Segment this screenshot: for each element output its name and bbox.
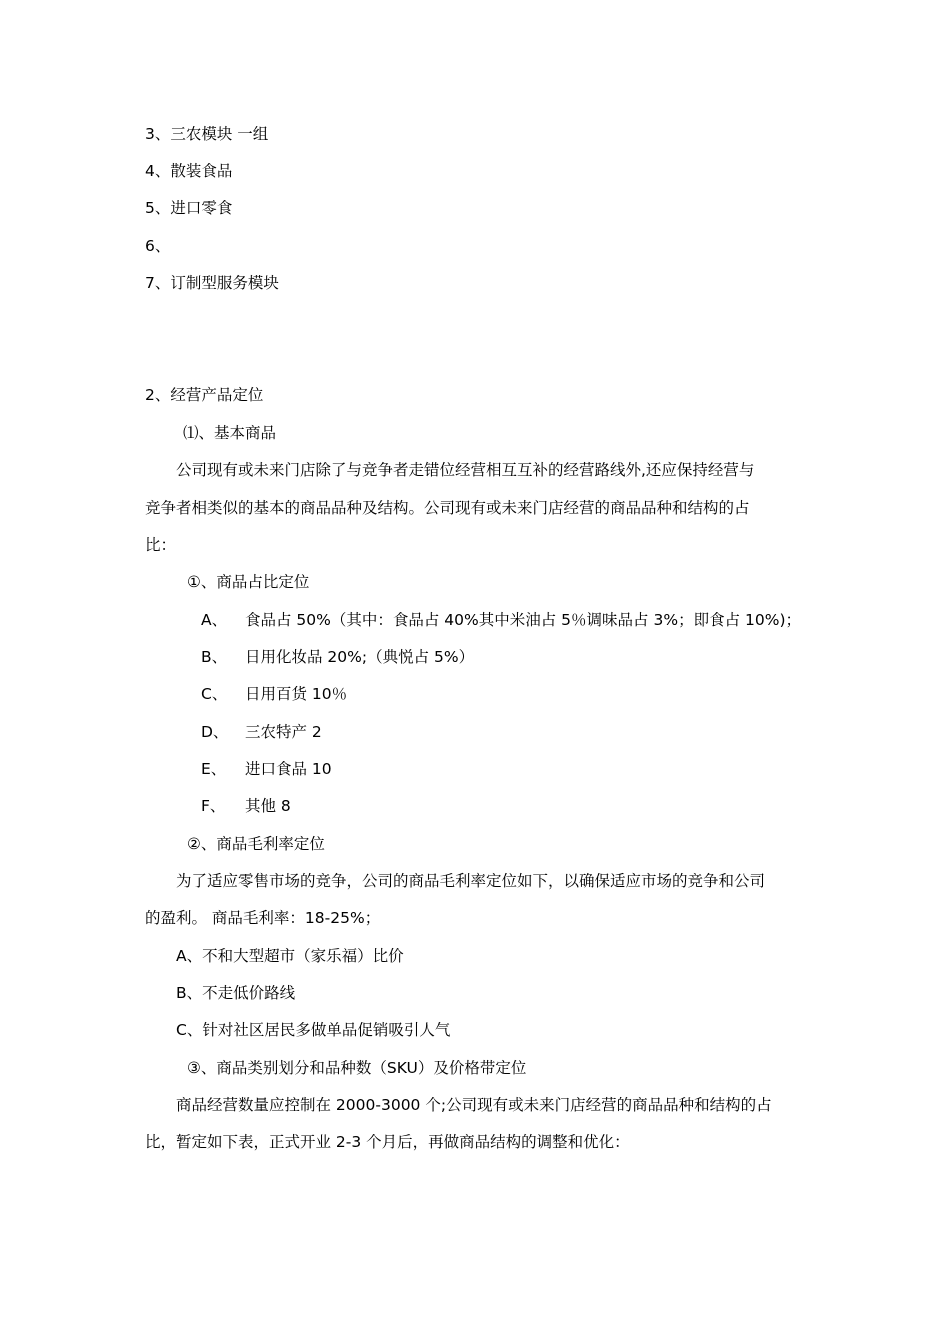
item-heading: ③、商品类别划分和品种数（SKU）及价格带定位 xyxy=(187,1059,527,1077)
item-text: 食品占 50%（其中：食品占 40%其中米油占 5％调味品占 3%；即食占 10%)； xyxy=(245,611,801,629)
ratio-item xyxy=(201,610,801,630)
paragraph-line: 比： xyxy=(145,536,177,554)
ratio-item xyxy=(201,796,291,816)
subsection-heading: ⑴、基本商品 xyxy=(183,424,277,442)
paragraph-line: 公司现有或未来门店除了与竞争者走错位经营相互互补的经营路线外,还应保持经营与 xyxy=(176,461,755,479)
paragraph-line: 竞争者相类似的基本的商品品种及结构。公司现有或未来门店经营的商品品种和结构的占 xyxy=(145,499,750,517)
item-text: 其他 8 xyxy=(245,797,291,815)
ratio-item xyxy=(201,684,347,704)
item-heading: ②、商品毛利率定位 xyxy=(187,835,325,853)
item-text: 日用化妆品 20%;（典悦占 5%） xyxy=(245,648,475,666)
item-text: 日用百货 10％ xyxy=(245,685,348,703)
margin-item: B、不走低价路线 xyxy=(176,984,296,1002)
item-letter: E、 xyxy=(201,760,227,778)
list-item-3 xyxy=(145,124,268,144)
paragraph-line: 的盈利。 商品毛利率：18-25%； xyxy=(145,909,381,927)
list-item-6 xyxy=(145,236,170,256)
list-item-4 xyxy=(145,161,232,181)
item-text: 进口食品 10 xyxy=(245,760,332,778)
paragraph-line: 为了适应零售市场的竞争，公司的商品毛利率定位如下，以确保适应市场的竞争和公司 xyxy=(176,872,766,890)
ratio-item xyxy=(201,722,322,742)
margin-item: C、针对社区居民多做单品促销吸引人气 xyxy=(176,1021,451,1039)
margin-item: A、不和大型超市（家乐福）比价 xyxy=(176,947,404,965)
item-text: 三农特产 2 xyxy=(245,723,322,741)
item-letter: F、 xyxy=(201,797,226,815)
item-letter: A、 xyxy=(201,611,228,629)
list-item-text: 5、进口零食 xyxy=(145,199,233,217)
list-item-text: 4、散装食品 xyxy=(145,162,233,180)
list-item-text: 3、三农模块 一组 xyxy=(145,125,269,143)
list-item-5 xyxy=(145,198,232,218)
item-letter: D、 xyxy=(201,723,229,741)
list-item-text: 6、 xyxy=(145,237,171,255)
item-heading: ①、商品占比定位 xyxy=(187,573,310,591)
section-heading: 2、经营产品定位 xyxy=(145,386,264,404)
ratio-item xyxy=(201,759,332,779)
ratio-item xyxy=(201,647,474,667)
item-letter: B、 xyxy=(201,648,228,666)
item-letter: C、 xyxy=(201,685,228,703)
paragraph-line: 商品经营数量应控制在 2000-3000 个;公司现有或未来门店经营的商品品种和结构的占 xyxy=(176,1096,772,1114)
list-item-7 xyxy=(145,273,279,293)
paragraph-line: 比，暂定如下表，正式开业 2-3 个月后，再做商品结构的调整和优化： xyxy=(145,1133,630,1151)
list-item-text: 7、订制型服务模块 xyxy=(145,274,279,292)
